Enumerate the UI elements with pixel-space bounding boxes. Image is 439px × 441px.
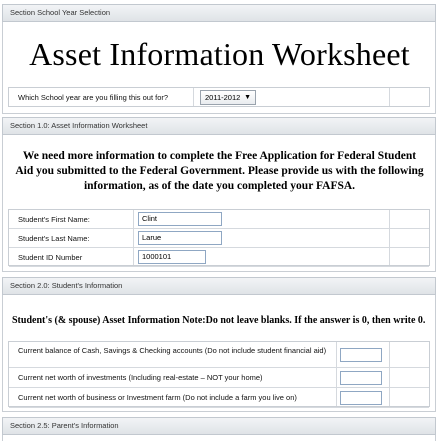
last-name-label: Student's Last Name: — [18, 234, 90, 243]
asset-note: Student's (& spouse) Asset Information Note:Do not leave blanks. If the answer is 0, then write 0. — [12, 315, 426, 326]
chevron-down-icon: ▼ — [244, 94, 251, 101]
section-header-2-5: Section 2.5: Parent's Information — [2, 417, 436, 435]
cash-field[interactable] — [340, 348, 382, 362]
school-year-row — [8, 87, 430, 107]
table-row — [9, 388, 429, 408]
page-title: Asset Information Worksheet — [29, 36, 410, 72]
school-year-question: Which School year are you filling this out for? — [18, 93, 169, 102]
investments-label: Current net worth of investments (Including real-estate – NOT your home) — [18, 373, 263, 382]
school-year-select[interactable] — [200, 90, 256, 105]
investments-field[interactable] — [340, 371, 382, 385]
section-body-2-5 — [2, 435, 436, 441]
student-id-label: Student ID Number — [18, 253, 83, 262]
section-header-2: Section 2.0: Student's Information — [2, 277, 436, 295]
divider — [389, 210, 390, 265]
cash-label: Current balance of Cash, Savings & Checking accounts (Do not include student financial aid) — [18, 346, 327, 355]
table-row — [9, 210, 429, 229]
last-name-field[interactable]: Larue — [138, 231, 222, 245]
fafsa-notice: We need more information to complete the Free Application for Federal Student Aid you submitted to the Federal Government. Please provide us with the following information, as of the date you completed your FAFSA. — [15, 150, 424, 192]
school-year-select-value: 2011-2012 — [205, 93, 241, 102]
business-field[interactable] — [340, 391, 382, 405]
table-row — [9, 229, 429, 248]
divider — [193, 88, 194, 106]
table-row — [9, 248, 429, 267]
first-name-field[interactable]: Clint — [138, 212, 222, 226]
divider — [389, 88, 390, 106]
student-info-table — [8, 209, 430, 266]
first-name-label: Student's First Name: — [18, 215, 90, 224]
section-header-1: Section 1.0: Asset Information Worksheet — [2, 117, 436, 135]
section-header-school-year: Section School Year Selection — [2, 4, 436, 22]
divider — [389, 342, 390, 406]
business-label: Current net worth of business or Investment farm (Do not include a farm you live on) — [18, 393, 297, 402]
divider — [336, 342, 337, 406]
table-row — [9, 342, 429, 368]
asset-table — [8, 341, 430, 407]
table-row — [9, 368, 429, 388]
divider — [133, 210, 134, 265]
student-id-field[interactable]: 1000101 — [138, 250, 206, 264]
